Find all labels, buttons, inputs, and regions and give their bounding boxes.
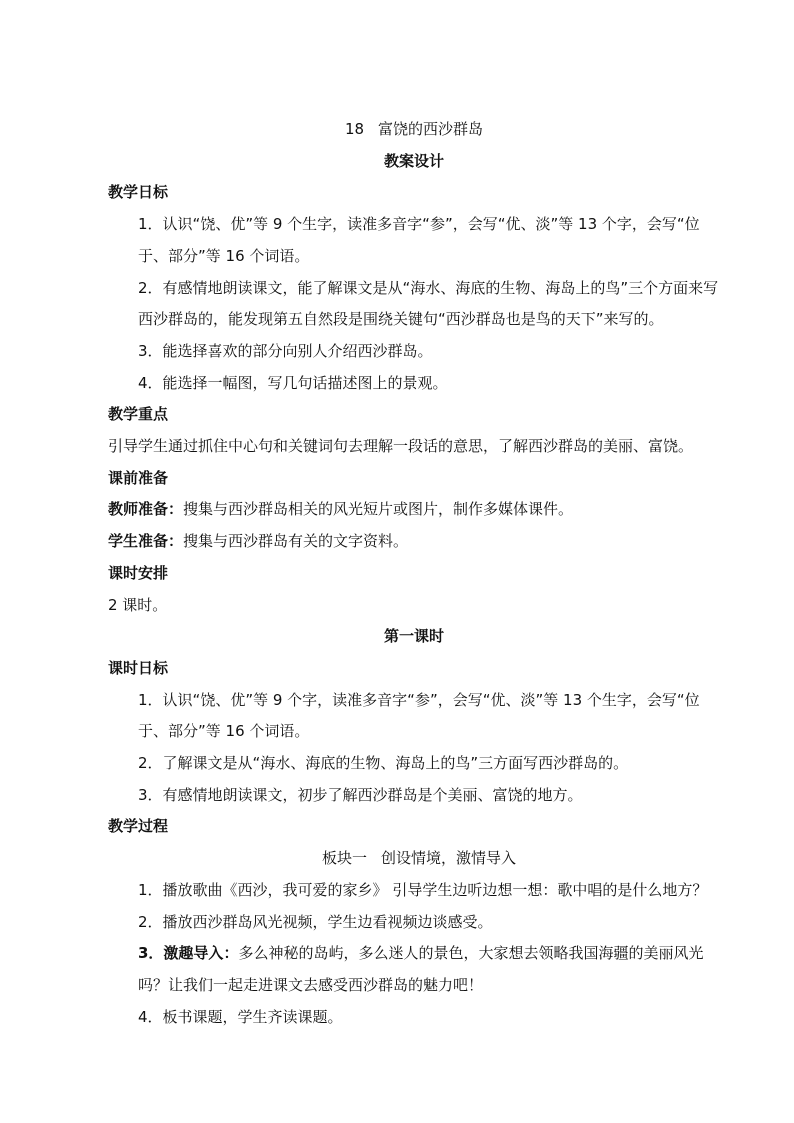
process-step-intro [108, 938, 720, 1001]
process-step-intro-text: 多么神秘的岛屿，多么迷人的景色，大家想去领略我国海疆的美丽风光吗？让我们一起走进课文去感受西沙群岛的魅力吧！ [138, 944, 704, 994]
document-body [108, 114, 720, 1033]
objective-item: 2．有感情地朗读课文，能了解课文是从“海水、海底的生物、海岛上的鸟”三个方面来写西沙群岛的，能发现第五自然段是围绕关键句“西沙群岛也是鸟的天下”来写的。 [138, 278, 719, 329]
key-points-heading: 教学重点 [108, 405, 169, 424]
module-one-label: 板块一 [321, 849, 367, 868]
lesson-objective-item: 2．了解课文是从“海水、海底的生物、海岛上的鸟”三方面写西沙群岛的。 [138, 754, 629, 773]
lesson-title: 富饶的西沙群岛 [378, 120, 484, 138]
process-step: 2．播放西沙群岛风光视频，学生边看视频边谈感受。 [138, 912, 493, 931]
process-step: 1．播放歌曲《西沙，我可爱的家乡》 引导学生边听边想一想：歌中唱的是什么地方？ [138, 880, 708, 899]
process-heading: 教学过程 [108, 817, 169, 836]
schedule-text: 2 课时。 [108, 595, 168, 614]
page-title [108, 114, 720, 146]
teacher-preparation [108, 494, 720, 526]
objective-item: 1．认识“饶、优”等 9 个生字，读准多音字“参”，会写“优、淡”等 13 个字，会写“位于、部分”等 16 个词语。 [138, 215, 700, 265]
schedule-heading: 课时安排 [108, 563, 169, 582]
process-step-intro-label: 3．激趣导入： [138, 944, 239, 963]
lesson-objective-item: 1．认识“饶、优”等 9 个字，读准多音字“参”，会写“优、淡”等 13 个生字，会写“位于、部分”等 16 个词语。 [138, 690, 700, 741]
section-subtitle: 教案设计 [383, 151, 444, 170]
lesson-number: 18 [344, 120, 365, 138]
lesson-objective-item: 3．有感情地朗读课文，初步了解西沙群岛是个美丽、富饶的地方。 [138, 785, 583, 804]
lesson-one-title: 第一课时 [383, 627, 444, 646]
objectives-heading: 教学日标 [108, 183, 169, 202]
key-points-text: 引导学生通过抓住中心句和关键词句去理解一段话的意思，了解西沙群岛的美丽、富饶。 [108, 437, 694, 456]
objective-item: 4．能选择一幅图，写几句话描述图上的景观。 [138, 373, 448, 392]
lesson-objectives-heading: 课时日标 [108, 658, 169, 677]
student-preparation [108, 526, 720, 558]
module-one-name: 创设情境，激情导入 [381, 849, 517, 868]
teacher-preparation-text: 搜集与西沙群岛相关的风光短片或图片，制作多媒体课件。 [183, 500, 574, 519]
teacher-preparation-label: 教师准备： [108, 500, 184, 519]
student-preparation-label: 学生准备： [108, 532, 184, 551]
student-preparation-text: 搜集与西沙群岛有关的文字资料。 [183, 532, 409, 551]
preparation-heading: 课前准备 [108, 468, 169, 487]
process-step: 4．板书课题，学生齐读课题。 [138, 1007, 343, 1026]
objective-item: 3．能选择喜欢的部分向别人介绍西沙群岛。 [138, 341, 433, 360]
module-one-title [108, 843, 720, 875]
